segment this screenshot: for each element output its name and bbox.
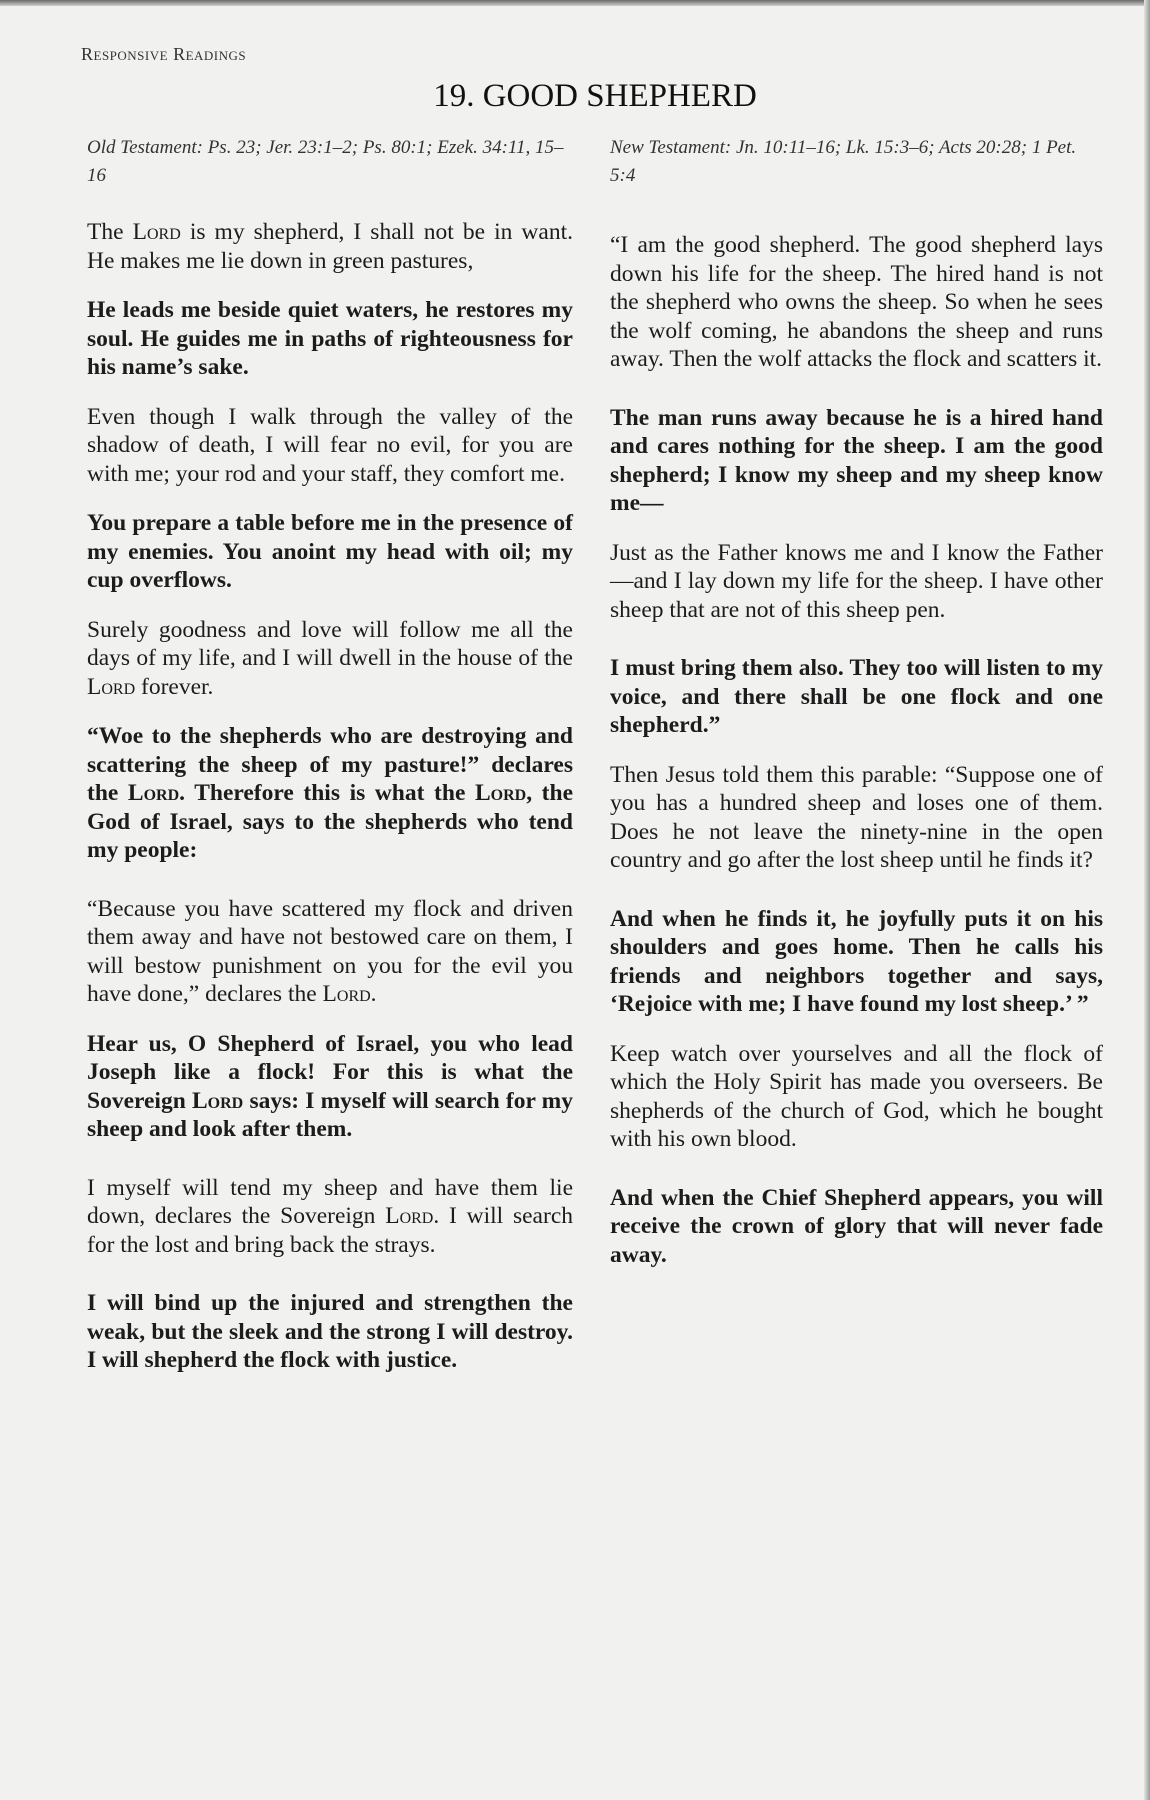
page-top-edge: [0, 0, 1150, 6]
reading-response-9: And when the Chief Shepherd appears, you will receive the crown of glory that will never fade away.: [610, 1184, 1103, 1268]
reading-leader-4: “Because you have scattered my flock and driven them away and have not bestowed care on them, I will bestow punishment on you for the evil you have done,” declares the Lord.: [87, 895, 573, 1007]
old-testament-references: Old Testament: Ps. 23; Jer. 23:1–2; Ps. 80:1; Ezek. 34:11, 15–16: [87, 137, 564, 186]
reading-response-7: I must bring them also. They too will listen to my voice, and there shall be one flock and one shepherd.”: [610, 655, 1103, 738]
running-head: Responsive Readings: [81, 44, 247, 64]
reading-leader-2: Even though I walk through the valley of the shadow of death, I will fear no evil, for you are with me; your rod and your staff, they comfort me.: [87, 403, 573, 487]
reading-leader-3: Surely goodness and love will follow me all the days of my life, and I will dwell in the house of the Lord forever.: [87, 616, 573, 700]
right-column: [610, 134, 1103, 1290]
page-right-edge: [1144, 0, 1150, 1800]
reading-response-3: “Woe to the shepherds who are destroying and scattering the sheep of my pasture!” declares the Lord. Therefore this is what the Lord, the God of Israel, says to the shepherds who tend my people:: [87, 723, 573, 863]
reading-leader-6: “I am the good shepherd. The good shepherd lays down his life for the sheep. The hired hand is not the shepherd who owns the sheep. So when he sees the wolf coming, he abandons the sheep and runs away. Then the wolf attacks the flock and scatters it.: [610, 232, 1103, 372]
page-title: 19. GOOD SHEPHERD: [433, 78, 757, 114]
left-column: [87, 134, 573, 1396]
reading-leader-7: Just as the Father knows me and I know the Father—and I lay down my life for the sheep. I have other sheep that are not of this sheep pen.: [610, 539, 1103, 623]
reading-leader-5: I myself will tend my sheep and have them lie down, declares the Sovereign Lord. I will search for the lost and bring back the strays.: [87, 1174, 573, 1258]
reading-response-8: And when he finds it, he joyfully puts it on his shoulders and goes home. Then he calls his friends and neighbors together and says, ‘Rejoice with me; I have found my lost sheep.’ ”: [610, 905, 1103, 1017]
reading-response-4: Hear us, O Shepherd of Israel, you who lead Joseph like a flock! For this is what the Sovereign Lord says: I myself will search for my sheep and look after them.: [87, 1030, 573, 1142]
reading-response-6: The man runs away because he is a hired hand and cares nothing for the sheep. I am the good shepherd; I know my sheep and my sheep know me—: [610, 404, 1103, 516]
reading-response-1: He leads me beside quiet waters, he restores my soul. He guides me in paths of righteousness for his name’s sake.: [87, 297, 573, 380]
reading-leader-1: The Lord is my shepherd, I shall not be in want. He makes me lie down in green pastures,: [87, 219, 573, 274]
reading-response-5: I will bind up the injured and strengthen the weak, but the sleek and the strong I will destroy. I will shepherd the flock with justice.: [87, 1290, 573, 1373]
reading-leader-9: Keep watch over yourselves and all the flock of which the Holy Spirit has made you overseers. Be shepherds of the church of God, which he bought with his own blood.: [610, 1040, 1103, 1152]
new-testament-references: New Testament: Jn. 10:11–16; Lk. 15:3–6; Acts 20:28; 1 Pet. 5:4: [610, 137, 1077, 186]
reading-response-2: You prepare a table before me in the presence of my enemies. You anoint my head with oil; my cup overflows.: [87, 510, 573, 593]
reading-leader-8: Then Jesus told them this parable: “Suppose one of you has a hundred sheep and loses one of them. Does he not leave the ninety-nine in the open country and go after the lost sheep until he finds it?: [610, 761, 1103, 873]
